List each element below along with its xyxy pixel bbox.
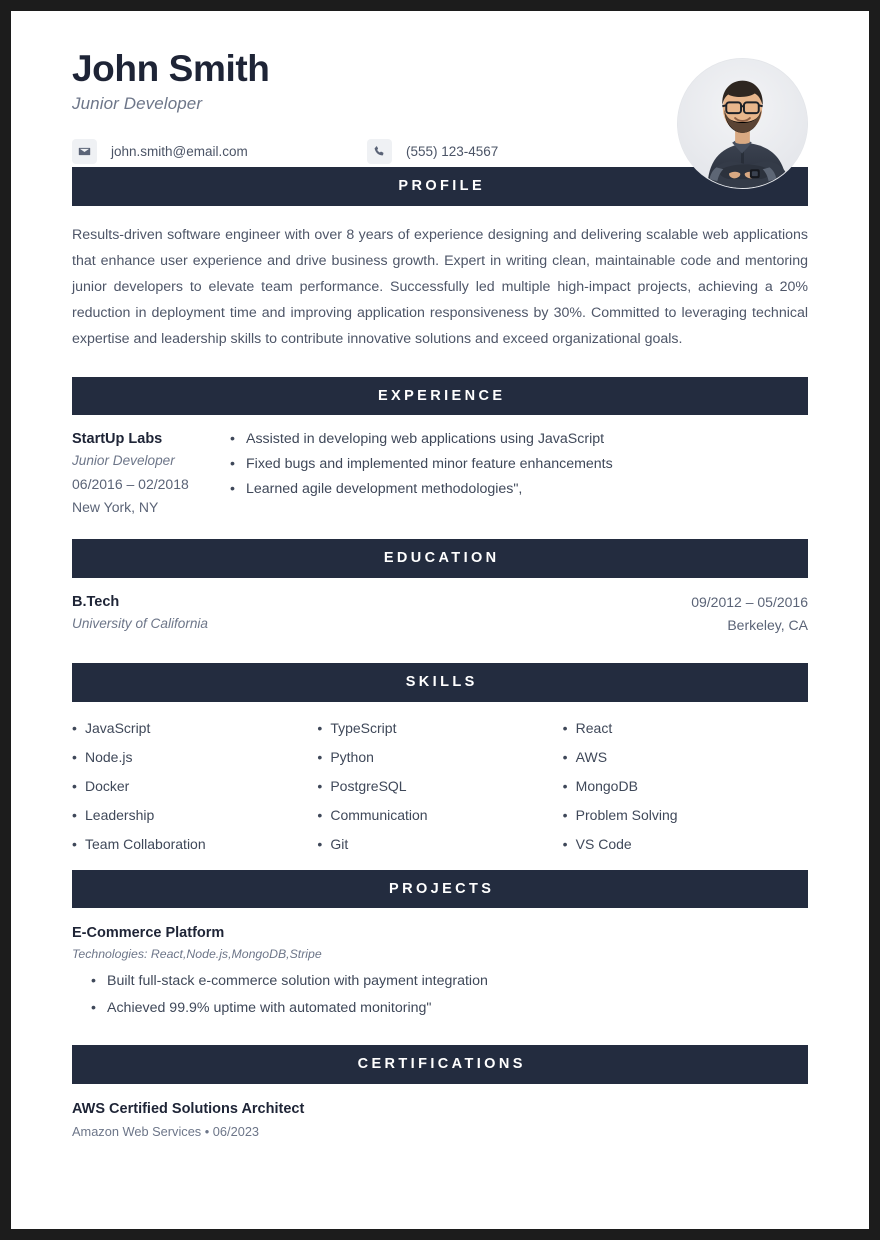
- skill-label: TypeScript: [330, 719, 397, 736]
- skill-item: [72, 778, 317, 794]
- bullet-icon: •: [91, 1000, 96, 1017]
- section-education: [72, 539, 808, 633]
- envelope-icon: [72, 139, 97, 164]
- experience-role: Junior Developer: [72, 453, 175, 469]
- skill-item: [317, 836, 562, 852]
- bullet-icon: •: [230, 431, 235, 448]
- section-header-experience: EXPERIENCE: [72, 377, 808, 416]
- bullet-icon: •: [562, 748, 568, 765]
- skill-item: [317, 807, 562, 823]
- skill-label: Docker: [85, 777, 130, 794]
- bullet-icon: •: [72, 806, 77, 823]
- phone-icon: [367, 139, 392, 164]
- skill-label: JavaScript: [85, 719, 151, 736]
- resume-page: [11, 11, 869, 1229]
- bullet-icon: •: [72, 748, 77, 765]
- skill-item: [563, 836, 808, 852]
- skill-label: Python: [330, 748, 374, 765]
- skill-label: MongoDB: [575, 777, 638, 794]
- education-item: [72, 594, 808, 633]
- project-bullet-text: Achieved 99.9% uptime with automated monitoring": [107, 1000, 432, 1017]
- skill-label: AWS: [575, 748, 608, 765]
- skill-label: Git: [330, 835, 349, 852]
- experience-bullet-text: Assisted in developing web applications using JavaScript: [246, 431, 605, 448]
- certification-item: [72, 1101, 808, 1139]
- skill-label: Communication: [330, 806, 428, 823]
- skill-item: [72, 836, 317, 852]
- bullet-icon: •: [562, 835, 568, 852]
- bullet-icon: •: [562, 719, 568, 736]
- experience-company: StartUp Labs: [72, 431, 163, 448]
- section-projects: [72, 870, 808, 1017]
- education-location: Berkeley, CA: [727, 616, 808, 633]
- profile-photo: [677, 58, 808, 189]
- skill-item: [563, 720, 808, 736]
- section-header-projects: PROJECTS: [72, 870, 808, 909]
- email-text: john.smith@email.com: [111, 143, 248, 159]
- project-name: E-Commerce Platform: [72, 925, 225, 942]
- project-bullet-text: Built full-stack e-commerce solution with payment integration: [107, 973, 488, 990]
- education-school: University of California: [72, 615, 208, 631]
- bullet-icon: •: [562, 777, 568, 794]
- experience-meta: [72, 430, 230, 515]
- profile-summary: Results-driven software engineer with over 8 years of experience designing and delivering scalable web applications that enhance user experience and drive business growth. Expert in writing clean, maintainable code and mentoring junior developers to elevate team performance. Successfully led multiple high-impact projects, achieving a 20% reduction in deployment time and improving application responsiveness by 30%. Committed to leveraging technical expertise and leadership skills to contribute innovative solutions and exceed organizational goals.: [72, 226, 808, 347]
- skill-item: [72, 807, 317, 823]
- skill-label: Team Collaboration: [85, 835, 206, 852]
- bullet-icon: •: [230, 456, 235, 473]
- education-degree: B.Tech: [72, 593, 120, 610]
- bullet-icon: •: [317, 719, 323, 736]
- project-item: [72, 925, 808, 1016]
- contact-email[interactable]: [72, 139, 367, 164]
- project-bullet: [91, 973, 808, 989]
- experience-bullet-text: Fixed bugs and implemented minor feature enhancements: [246, 456, 613, 473]
- skill-item: [317, 778, 562, 794]
- bullet-icon: •: [72, 835, 77, 852]
- section-header-education: EDUCATION: [72, 539, 808, 578]
- experience-dates: 06/2016 – 02/2018: [72, 476, 189, 493]
- bullet-icon: •: [317, 748, 323, 765]
- certification-meta: Amazon Web Services • 06/2023: [72, 1123, 260, 1139]
- skill-item: [317, 749, 562, 765]
- bullet-icon: •: [72, 777, 77, 794]
- project-bullet: [91, 1000, 808, 1016]
- project-technologies: Technologies: React,Node.js,MongoDB,Stripe: [72, 947, 322, 962]
- skills-grid: [72, 720, 808, 852]
- section-header-profile: PROFILE: [72, 167, 808, 206]
- education-left: [72, 594, 208, 633]
- section-skills: [72, 663, 808, 852]
- bullet-icon: •: [562, 806, 568, 823]
- education-right: [691, 594, 808, 633]
- contact-phone[interactable]: [367, 139, 498, 164]
- section-header-skills: SKILLS: [72, 663, 808, 702]
- experience-bullets: [230, 430, 808, 515]
- skill-item: [72, 720, 317, 736]
- skill-label: Node.js: [85, 748, 133, 765]
- bullet-icon: •: [317, 835, 323, 852]
- skill-label: VS Code: [575, 835, 632, 852]
- skill-item: [72, 749, 317, 765]
- experience-location: New York, NY: [72, 499, 159, 516]
- candidate-name: John Smith: [72, 48, 270, 89]
- certification-name: AWS Certified Solutions Architect: [72, 1100, 305, 1117]
- bullet-icon: •: [91, 973, 96, 990]
- experience-item: [72, 430, 808, 515]
- resume-header: [72, 11, 808, 167]
- skill-item: [563, 749, 808, 765]
- skill-label: PostgreSQL: [330, 777, 407, 794]
- experience-bullet: [230, 456, 808, 472]
- bullet-icon: •: [230, 481, 235, 498]
- bullet-icon: •: [317, 806, 323, 823]
- experience-bullet: [230, 481, 808, 497]
- skill-label: Problem Solving: [575, 806, 678, 823]
- section-profile: [72, 167, 808, 353]
- section-header-certifications: CERTIFICATIONS: [72, 1045, 808, 1084]
- experience-bullet: [230, 431, 808, 447]
- candidate-job-title: Junior Developer: [72, 93, 203, 113]
- bullet-icon: •: [72, 719, 77, 736]
- bullet-icon: •: [317, 777, 323, 794]
- skill-label: Leadership: [85, 806, 155, 823]
- skill-label: React: [575, 719, 613, 736]
- skill-item: [563, 807, 808, 823]
- phone-text: (555) 123-4567: [406, 143, 499, 159]
- project-bullets: [72, 973, 808, 1016]
- experience-bullet-text: Learned agile development methodologies",: [246, 481, 523, 498]
- education-dates: 09/2012 – 05/2016: [691, 593, 808, 610]
- skill-item: [563, 778, 808, 794]
- skill-item: [317, 720, 562, 736]
- section-certifications: [72, 1045, 808, 1139]
- section-experience: [72, 377, 808, 516]
